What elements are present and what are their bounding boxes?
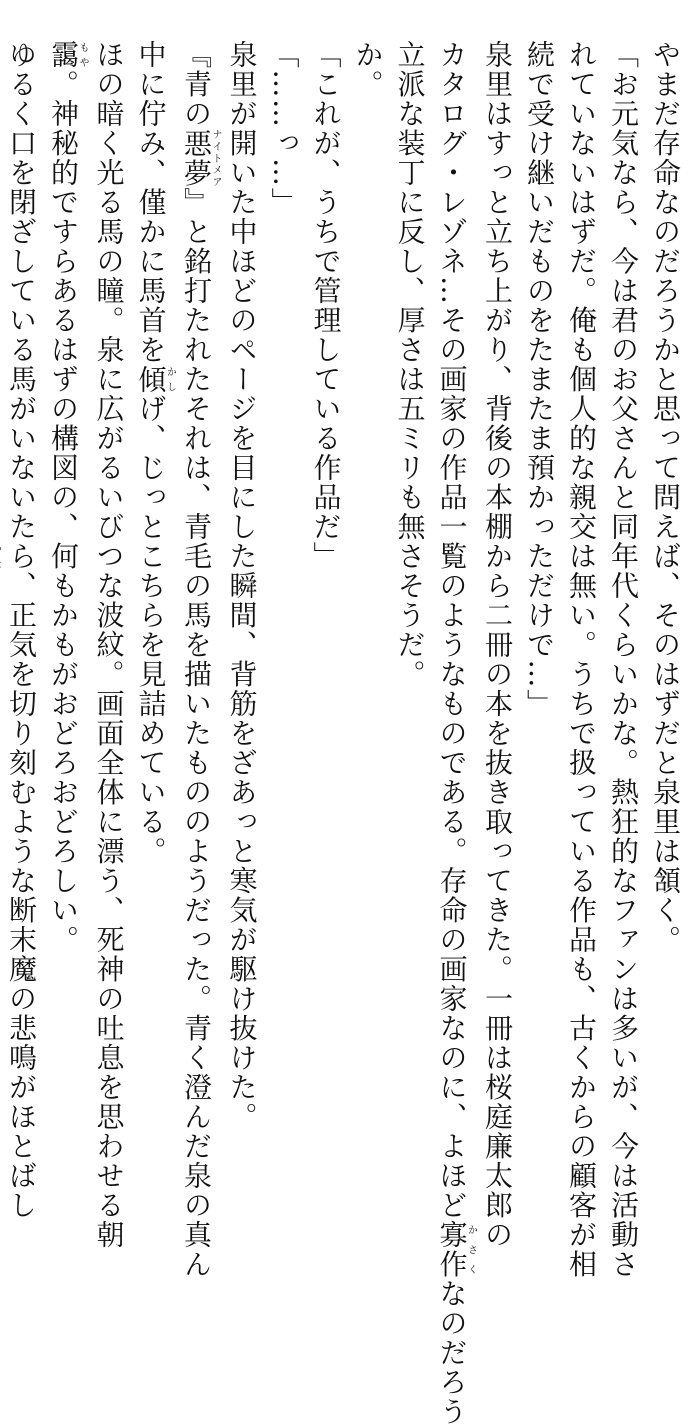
text-column (221, 40, 263, 1132)
text-column (263, 40, 305, 970)
text-column (644, 40, 686, 970)
text-column (431, 40, 477, 1427)
ruby-base: 寡作 (435, 1220, 469, 1279)
text-segment: か。 (351, 40, 385, 99)
text-segment: やまだ存命なのだろうかと思って問えば、そのはずだと泉里は頷く。 (649, 40, 682, 955)
text-column (0, 40, 42, 1220)
text-segment: 泉里が開いた中ほどのページを目にした瞬間、背筋をざあっと寒気が駆け抜けた。 (225, 40, 259, 1132)
text-column (560, 40, 602, 1279)
text-column (476, 40, 518, 1250)
text-segment: れていないはずだ。俺も個人的な親交は無い。うちで扱っている作品も、古くからの顧客が相 (565, 40, 598, 1279)
text-segment: 泉里はすっと立ち上がり、背後の本棚から二冊の本を抜き取ってきた。一冊は桜庭廉太郎の (481, 40, 514, 1250)
text-column (130, 40, 176, 970)
text-segment: 「お元気なら、今は君のお父さんと同年代くらいかな。熱狂的なファンは多いが、今は活動さ (607, 40, 640, 1279)
ruby-base: 靄 (47, 40, 80, 70)
ruby-reading: ナイトメア (210, 128, 221, 188)
text-column (518, 40, 560, 970)
text-segment: 続で受け継いだものをたまたま預かっただけで…」 (523, 40, 556, 719)
ruby-reading: もや (77, 40, 88, 70)
text-column (305, 40, 347, 970)
ruby-annotated-word (47, 40, 88, 70)
ruby-reading: かし (164, 364, 176, 394)
text-segment: 立派な装丁に反し、厚さは五ミリも無さそうだ。 (393, 40, 427, 689)
text-column (88, 40, 130, 1250)
text-segment: 『青の (180, 40, 213, 129)
ruby-annotated-word (134, 364, 176, 395)
text-segment: 「……っ…」 (267, 40, 301, 217)
text-segment: げ、じっとこちらを見詰めている。 (134, 394, 168, 866)
text-segment: ほの暗く光る馬の瞳。泉に広がるいびつな波紋。画面全体に漂う、死神の吐息を思わせる朝 (92, 40, 126, 1250)
vertical-text-body (5, 40, 686, 1427)
ruby-reading (0, 542, 1, 572)
text-segment: 中に佇み、僅かに馬首を (134, 40, 168, 365)
text-segment: 。神秘的ですらあるはずの構図の、何もかもがおどろおどろしい。 (47, 69, 80, 955)
text-segment: なのだろう (435, 1279, 469, 1427)
ruby-reading: かさく (465, 1220, 477, 1279)
text-column (175, 40, 221, 1279)
text-segment: ゆるく口を閉ざしている馬がいないたら、正気を切り刻むような断末魔の悲鳴がほとばし (5, 40, 38, 1220)
text-column (389, 40, 431, 970)
text-segment: 「これが、うちで管理している作品だ」 (309, 40, 343, 571)
ruby-annotated-word (180, 128, 221, 188)
ruby-base: 傾 (134, 364, 168, 394)
ruby-base: 悪夢 (180, 128, 213, 188)
text-segment: カタログ・レゾネ…その画家の作品一覧のようなものである。存命の画家なのに、よほど (435, 40, 469, 1220)
text-column (602, 40, 644, 1279)
text-segment: 』と銘打たれたそれは、青毛の馬を描いたもののようだった。青く澄んだ泉の真ん (180, 187, 213, 1279)
text-column (42, 40, 88, 970)
ruby-annotated-word (435, 1220, 477, 1279)
text-column (347, 40, 389, 970)
